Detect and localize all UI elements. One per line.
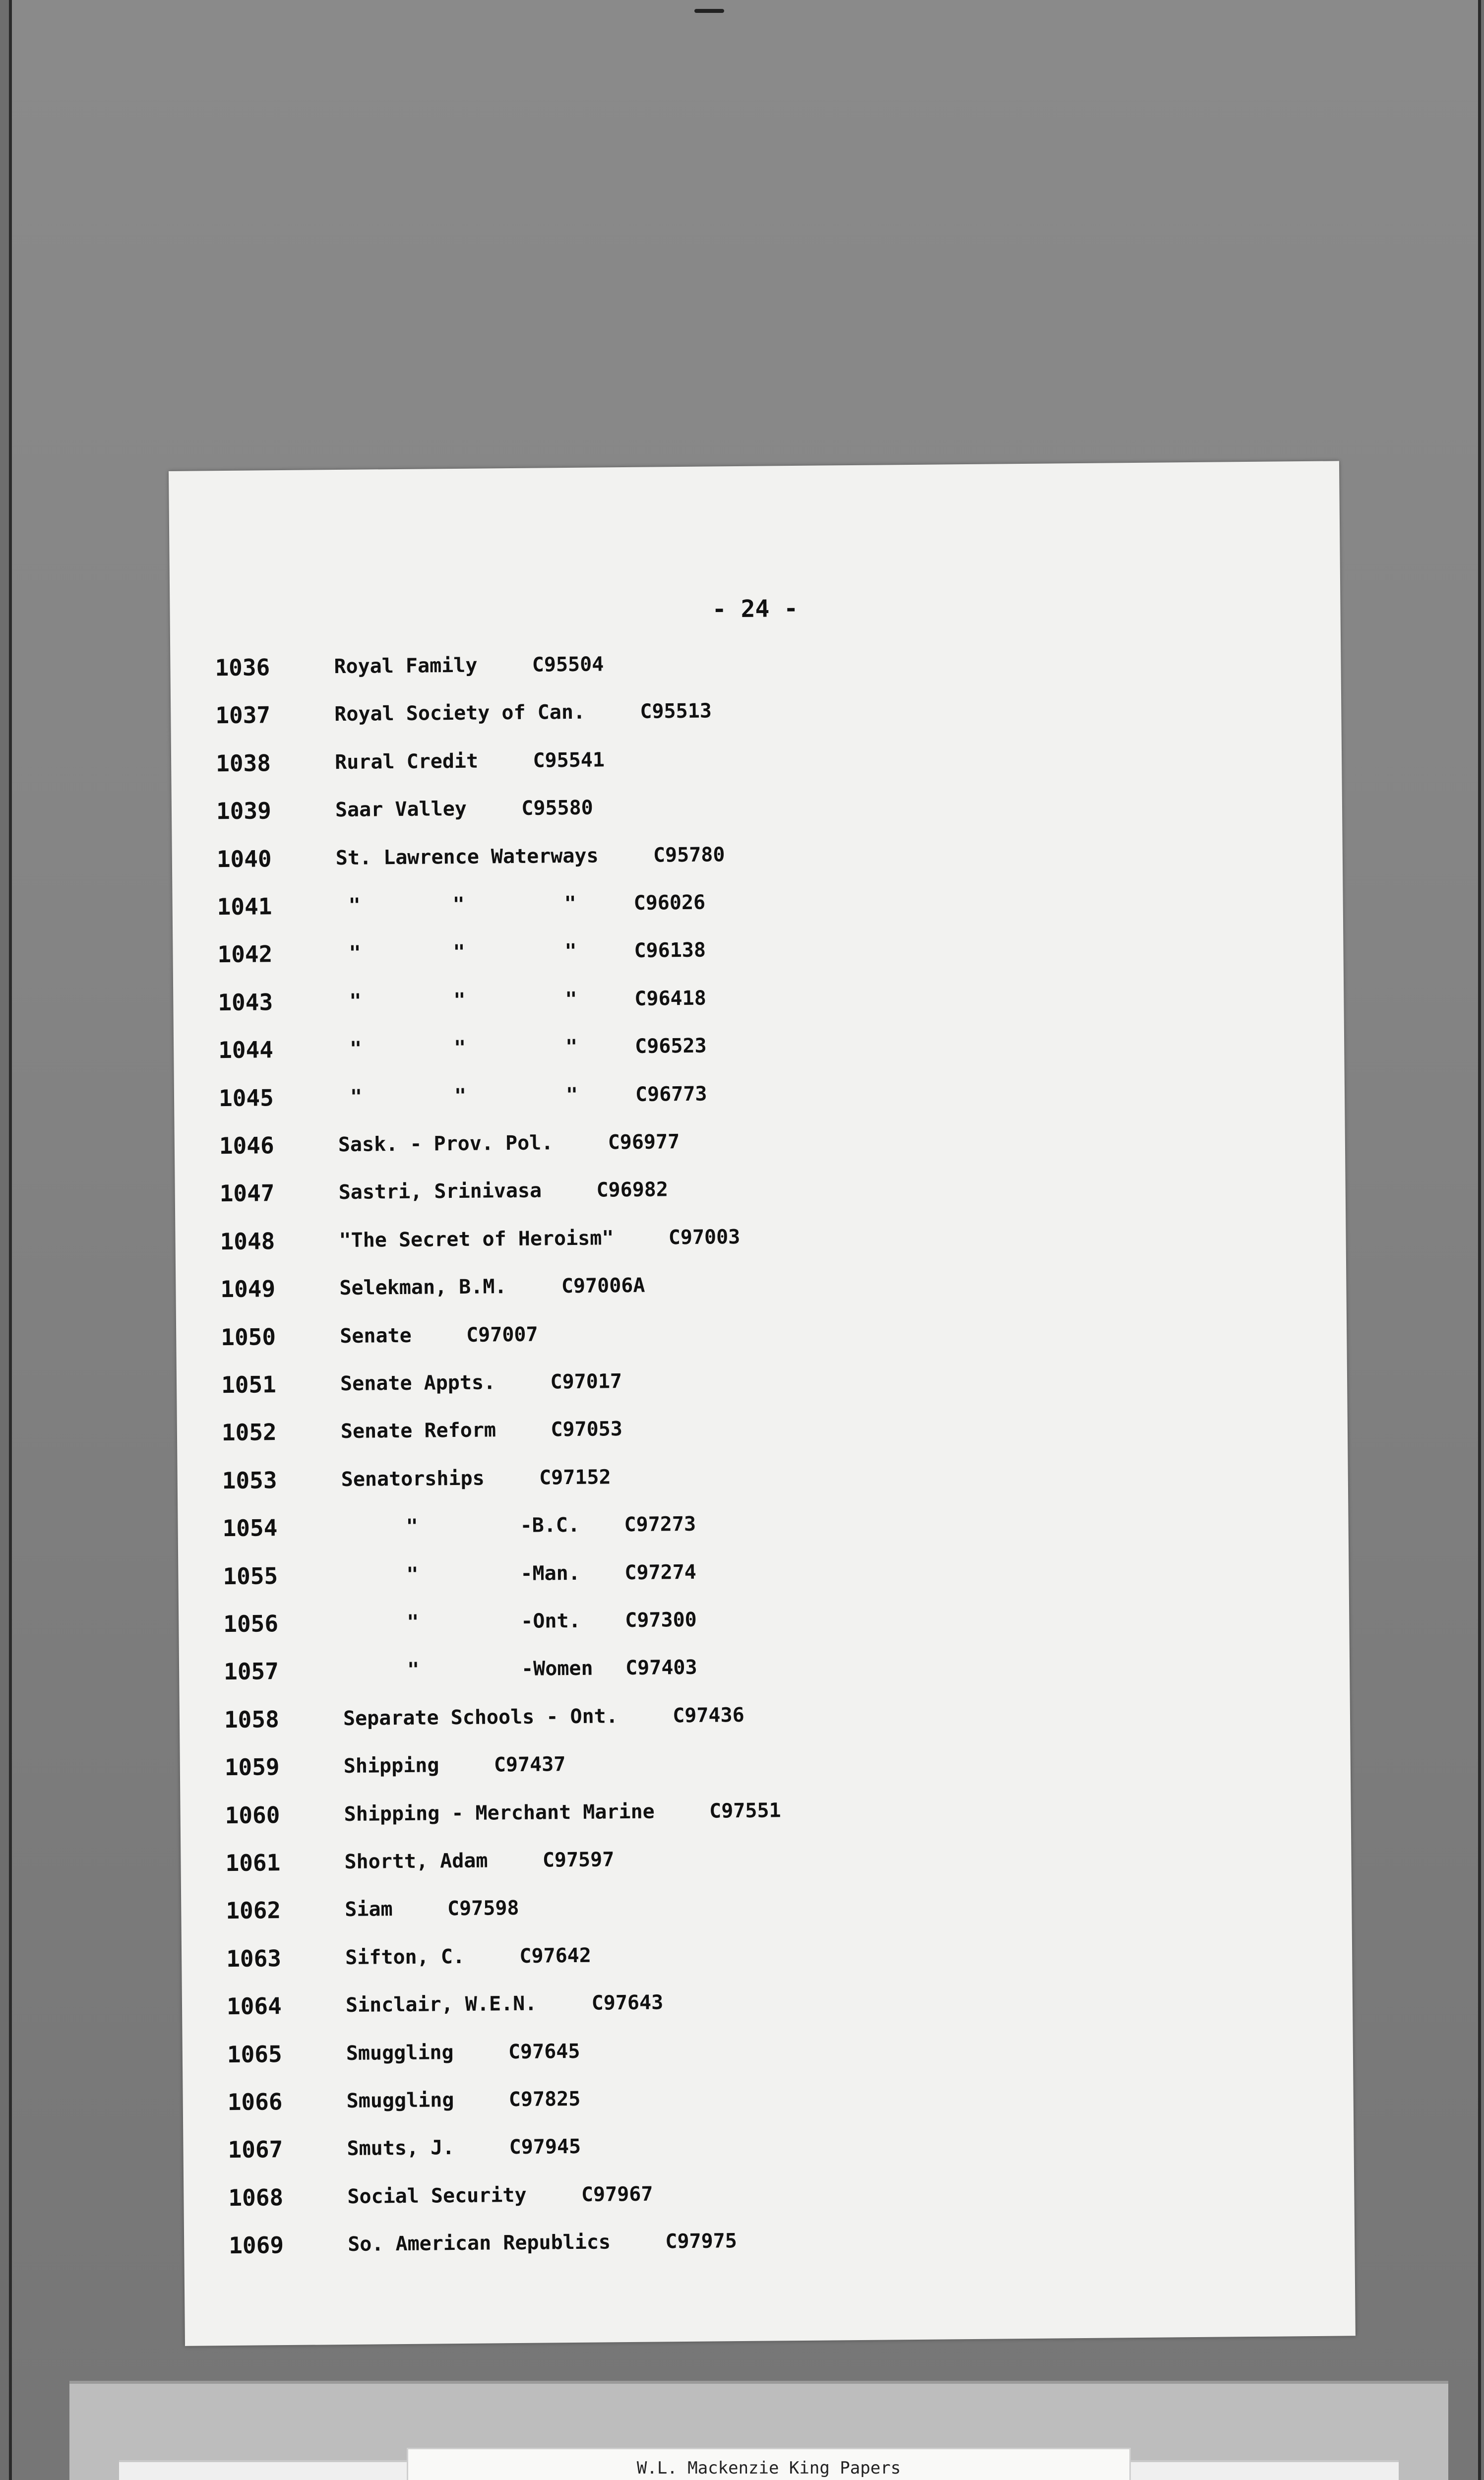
entry-subdivision: " bbox=[564, 940, 577, 963]
list-item bbox=[184, 2174, 1355, 2220]
entry-subdivision: " bbox=[565, 988, 577, 1011]
index-sheet bbox=[169, 461, 1356, 2346]
page-number: - 24 - bbox=[712, 594, 799, 623]
entry-subdivision: -Women bbox=[521, 1657, 593, 1681]
entry-number: 1068 bbox=[228, 2183, 284, 2211]
list-item bbox=[172, 836, 1343, 881]
list-item bbox=[178, 1457, 1349, 1502]
entry-subject: " bbox=[350, 1085, 363, 1109]
entry-subject: " bbox=[349, 942, 361, 965]
film-mark bbox=[694, 9, 724, 13]
entry-reference: C97436 bbox=[672, 1703, 744, 1728]
entry-number: 1057 bbox=[223, 1658, 279, 1685]
entry-subject: Shipping - Merchant Marine bbox=[344, 1800, 655, 1826]
entry-ditto: " bbox=[452, 893, 465, 917]
entry-number: 1042 bbox=[217, 940, 273, 968]
entry-subdivision: -Man. bbox=[520, 1561, 581, 1585]
entry-reference: C96523 bbox=[634, 1034, 707, 1058]
entry-ditto: " bbox=[453, 989, 466, 1012]
list-item bbox=[174, 1075, 1345, 1120]
entry-reference: C95541 bbox=[533, 748, 605, 772]
list-item bbox=[183, 2031, 1354, 2076]
list-item bbox=[177, 1362, 1348, 1407]
entry-subject: Selekman, B.M. bbox=[339, 1275, 507, 1300]
entry-number: 1039 bbox=[216, 797, 271, 825]
entry-ditto: " bbox=[454, 1084, 467, 1108]
entry-number: 1066 bbox=[227, 2088, 283, 2116]
list-item bbox=[182, 1935, 1353, 1981]
entry-subdivision: -Ont. bbox=[521, 1609, 581, 1633]
entry-reference: C95580 bbox=[521, 796, 593, 820]
entry-subject: "The Secret of Heroism" bbox=[339, 1227, 614, 1252]
entry-reference: C97967 bbox=[581, 2182, 653, 2206]
entry-subject: Shipping bbox=[343, 1754, 439, 1778]
entry-number: 1061 bbox=[225, 1849, 281, 1877]
entry-number: 1037 bbox=[215, 701, 271, 729]
entry-reference: C97403 bbox=[625, 1656, 697, 1680]
entry-subject: Rural Credit bbox=[334, 749, 479, 774]
entry-number: 1041 bbox=[217, 893, 272, 921]
entry-reference: C97274 bbox=[624, 1560, 697, 1584]
list-item bbox=[175, 1171, 1346, 1216]
entry-reference: C97006A bbox=[561, 1274, 645, 1298]
entry-reference: C96773 bbox=[635, 1082, 707, 1106]
entry-number: 1036 bbox=[215, 654, 270, 682]
entry-reference: C97017 bbox=[550, 1370, 622, 1394]
entry-subdivision: " bbox=[565, 1036, 578, 1059]
entry-reference: C96026 bbox=[633, 891, 706, 915]
list-item bbox=[179, 1649, 1350, 1694]
list-item bbox=[178, 1553, 1349, 1598]
entry-number: 1056 bbox=[223, 1610, 279, 1638]
list-item bbox=[171, 692, 1342, 738]
list-item bbox=[172, 883, 1343, 929]
entry-subject: " bbox=[349, 1037, 362, 1061]
entry-reference: C96138 bbox=[634, 938, 706, 963]
list-item bbox=[172, 788, 1343, 833]
entry-number: 1051 bbox=[221, 1371, 277, 1399]
list-item bbox=[184, 2222, 1355, 2267]
entry-subject: So. American Republics bbox=[348, 2231, 611, 2256]
entry-number: 1050 bbox=[221, 1323, 276, 1351]
list-item bbox=[175, 1218, 1346, 1263]
entry-reference: C97598 bbox=[447, 1897, 519, 1921]
list-item bbox=[173, 931, 1344, 977]
entry-reference: C97642 bbox=[519, 1944, 592, 1968]
list-item bbox=[170, 644, 1341, 689]
entry-reference: C96418 bbox=[634, 987, 707, 1010]
list-item bbox=[183, 2127, 1354, 2172]
entry-subject: Sinclair, W.E.N. bbox=[345, 1992, 537, 2017]
list-item bbox=[176, 1314, 1347, 1359]
entry-subject: " bbox=[348, 894, 361, 917]
entry-reference: C97300 bbox=[625, 1608, 697, 1632]
entry-reference: C97273 bbox=[624, 1512, 696, 1537]
entry-reference: C97825 bbox=[508, 2087, 581, 2111]
entry-reference: C97053 bbox=[551, 1418, 623, 1441]
list-item bbox=[183, 2079, 1354, 2124]
entry-reference: C97152 bbox=[539, 1466, 611, 1489]
entry-reference: C97007 bbox=[466, 1323, 538, 1347]
entry-subdivision: " bbox=[564, 892, 576, 916]
entry-reference: C97003 bbox=[668, 1225, 741, 1249]
entry-ditto: " bbox=[453, 1037, 466, 1060]
entry-number: 1059 bbox=[224, 1753, 280, 1781]
entry-number: 1063 bbox=[226, 1944, 282, 1972]
entry-number: 1047 bbox=[219, 1179, 275, 1207]
collection-name: W.L. Mackenzie King Papers bbox=[636, 2458, 901, 2478]
entry-number: 1062 bbox=[226, 1897, 281, 1924]
entry-reference: C97975 bbox=[665, 2230, 738, 2253]
entry-number: 1055 bbox=[223, 1562, 278, 1590]
list-item bbox=[180, 1792, 1351, 1837]
entry-reference: C97945 bbox=[509, 2135, 581, 2159]
entry-subject: Senate bbox=[340, 1324, 412, 1348]
entry-subject: Senatorships bbox=[341, 1467, 485, 1491]
entry-subject: Senate Appts. bbox=[340, 1371, 496, 1396]
list-item bbox=[176, 1266, 1347, 1311]
entry-number: 1048 bbox=[220, 1227, 275, 1255]
entry-number: 1046 bbox=[219, 1132, 274, 1160]
entry-subject: Separate Schools - Ont. bbox=[343, 1704, 618, 1730]
entry-number: 1045 bbox=[218, 1084, 274, 1112]
entry-ditto: " bbox=[406, 1563, 419, 1586]
list-item bbox=[178, 1505, 1349, 1550]
entry-number: 1054 bbox=[222, 1514, 278, 1542]
list-item bbox=[177, 1410, 1348, 1455]
entry-subject: Smuggling bbox=[346, 2041, 454, 2065]
list-item bbox=[181, 1888, 1352, 1933]
entry-subject: Shortt, Adam bbox=[344, 1849, 488, 1874]
list-item bbox=[182, 1983, 1353, 2028]
list-item bbox=[175, 1122, 1346, 1168]
entry-subject: Sifton, C. bbox=[345, 1945, 465, 1969]
entry-subdivision: -B.C. bbox=[520, 1514, 580, 1538]
entry-number: 1038 bbox=[215, 749, 271, 777]
entry-ditto: " bbox=[407, 1659, 420, 1682]
list-item bbox=[180, 1696, 1351, 1741]
entry-subject: Social Security bbox=[347, 2183, 527, 2208]
entry-reference: C96977 bbox=[608, 1130, 680, 1154]
entry-reference: C95780 bbox=[653, 843, 725, 867]
list-item bbox=[171, 740, 1342, 785]
entry-number: 1069 bbox=[228, 2232, 284, 2259]
entry-reference: C97551 bbox=[709, 1798, 781, 1823]
collection-label bbox=[407, 2448, 1131, 2480]
entry-reference: C97597 bbox=[542, 1848, 615, 1872]
entry-reference: C97643 bbox=[591, 1991, 664, 2015]
entry-subject: Sask. - Prov. Pol. bbox=[338, 1131, 554, 1157]
entry-subdivision: " bbox=[565, 1083, 578, 1107]
entry-number: 1044 bbox=[218, 1036, 274, 1064]
entry-number: 1058 bbox=[224, 1705, 279, 1733]
entry-reference: C95504 bbox=[532, 653, 604, 677]
entry-subject: Sastri, Srinivasa bbox=[338, 1179, 542, 1204]
entry-number: 1040 bbox=[216, 845, 272, 872]
entry-reference: C95513 bbox=[640, 699, 712, 724]
entry-subject: St. Lawrence Waterways bbox=[335, 844, 599, 869]
entry-number: 1065 bbox=[227, 2040, 282, 2068]
entry-subject: Royal Society of Can. bbox=[334, 701, 586, 726]
list-item bbox=[181, 1840, 1352, 1885]
entry-number: 1052 bbox=[221, 1419, 277, 1446]
list-item bbox=[180, 1744, 1351, 1789]
entry-subject: Smuts, J. bbox=[347, 2136, 455, 2161]
list-item bbox=[179, 1601, 1350, 1646]
entry-reference: C96982 bbox=[596, 1178, 669, 1202]
entry-subject: Royal Family bbox=[334, 654, 478, 679]
entry-subject: " bbox=[349, 990, 362, 1013]
entry-number: 1053 bbox=[222, 1466, 277, 1494]
entry-ditto: " bbox=[453, 941, 465, 964]
entry-subject: Siam bbox=[345, 1898, 393, 1922]
entry-reference: C97437 bbox=[494, 1753, 566, 1777]
entry-ditto: " bbox=[406, 1515, 418, 1539]
entry-number: 1043 bbox=[218, 989, 273, 1016]
entry-reference: C97645 bbox=[508, 2040, 580, 2063]
list-item bbox=[173, 979, 1344, 1024]
entry-number: 1064 bbox=[226, 1992, 282, 2020]
entry-subject: Saar Valley bbox=[335, 797, 467, 822]
list-item bbox=[174, 1027, 1345, 1072]
entry-subject: Senate Reform bbox=[340, 1419, 496, 1443]
entry-number: 1049 bbox=[220, 1275, 276, 1303]
entry-number: 1067 bbox=[228, 2136, 283, 2164]
entry-ditto: " bbox=[407, 1611, 419, 1634]
entry-subject: Smuggling bbox=[346, 2089, 454, 2112]
entry-number: 1060 bbox=[225, 1801, 280, 1829]
